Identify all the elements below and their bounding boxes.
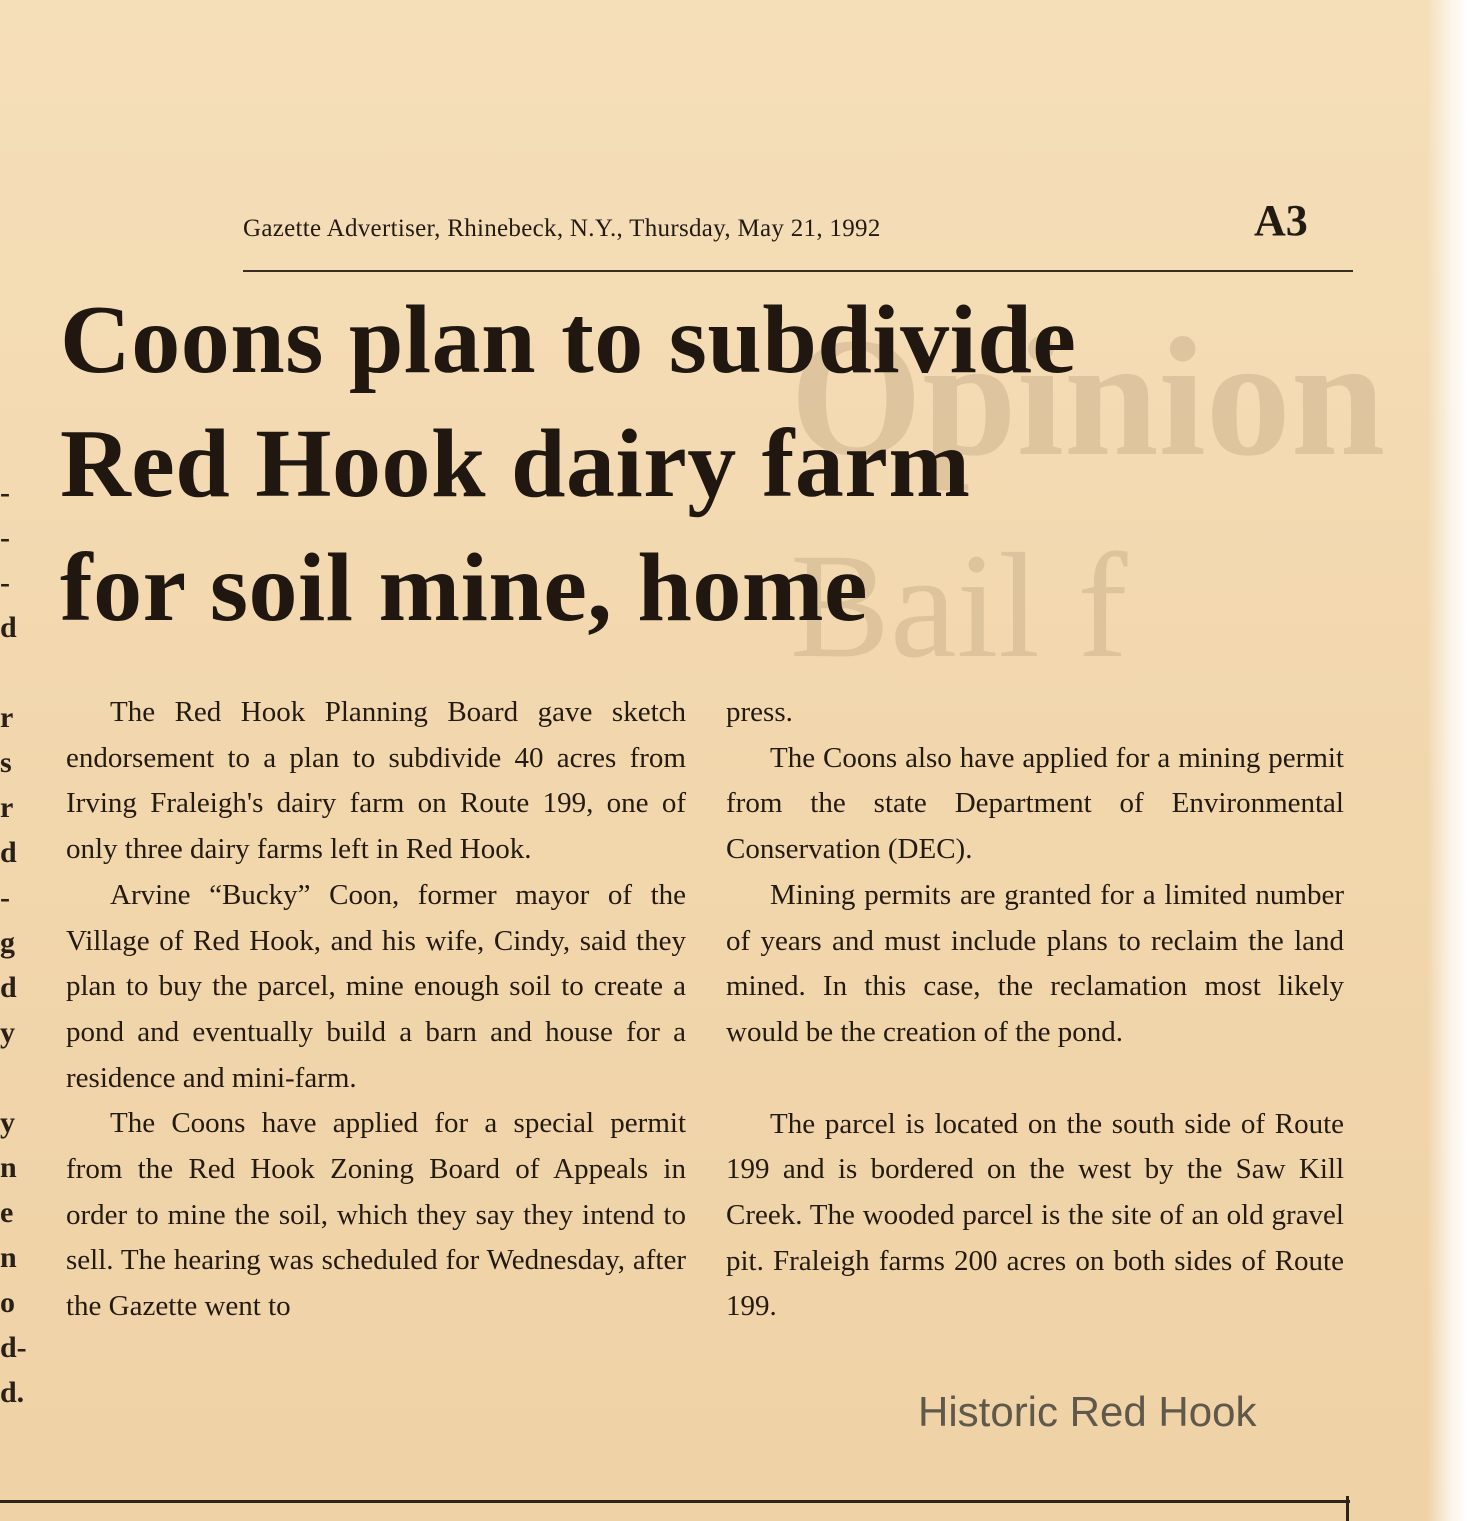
bleed-through-heading-2: Bail f [790,523,1128,689]
headline-line-1: Coons plan to subdivide [60,286,1077,394]
headline-line-2: Red Hook dairy farm [60,410,971,518]
headline-line-3: for soil mine, home [60,534,868,642]
paragraph-gap [726,1056,1344,1102]
paragraph: The Coons also have applied for a mining permit from the state Department of Environmental Conservation (DEC). [726,741,1344,866]
paragraph: The Red Hook Planning Board gave sketch endorsement to a plan to subdivide 40 acres from Irving Fraleigh's dairy farm on Route 199, one of only three dairy farms left in Red Hook. [66,696,686,866]
paragraph: The parcel is located on the south side of Route 199 and is bordered on the west by the Saw Kill Creek. The wooded parcel is the site of an old gravel pit. Fraleigh farms 200 acres on both sides of Route 199. [726,1107,1344,1323]
bottom-rule-corner [1346,1496,1349,1521]
bleed-through-heading: Opinion [790,303,1386,491]
paragraph: Arvine “Bucky” Coon, former mayor of the Village of Red Hook, and his wife, Cindy, said they plan to buy the parcel, mine enough soil to create a pond and eventually build a barn and house for a residence and mini-farm. [66,878,686,1094]
paper-edge [1427,0,1467,1521]
bottom-rule [0,1500,1350,1503]
headline [60,278,1360,650]
paragraph-continuation: press. [726,696,793,728]
watermark: Historic Red Hook [918,1388,1257,1435]
dateline-rule [243,270,1353,272]
article-column-left [66,690,686,1330]
adjacent-column-fragment: - - - d r s r d - g d y y n e n o d- d. [0,476,27,1409]
paragraph: Mining permits are granted for a limited number of years and must include plans to reclaim the land mined. In this case, the reclamation most likely would be the creation of the pond. [726,878,1344,1048]
dateline: Gazette Advertiser, Rhinebeck, N.Y., Thursday, May 21, 1992 [243,215,881,242]
article-column-right [726,690,1344,1330]
paragraph: The Coons have applied for a special permit from the Red Hook Zoning Board of Appeals in order to mine the soil, which they say they intend to sell. The hearing was scheduled for Wednesday, after the Gazette went to [66,1107,686,1323]
page-number: A3 [1254,196,1308,245]
